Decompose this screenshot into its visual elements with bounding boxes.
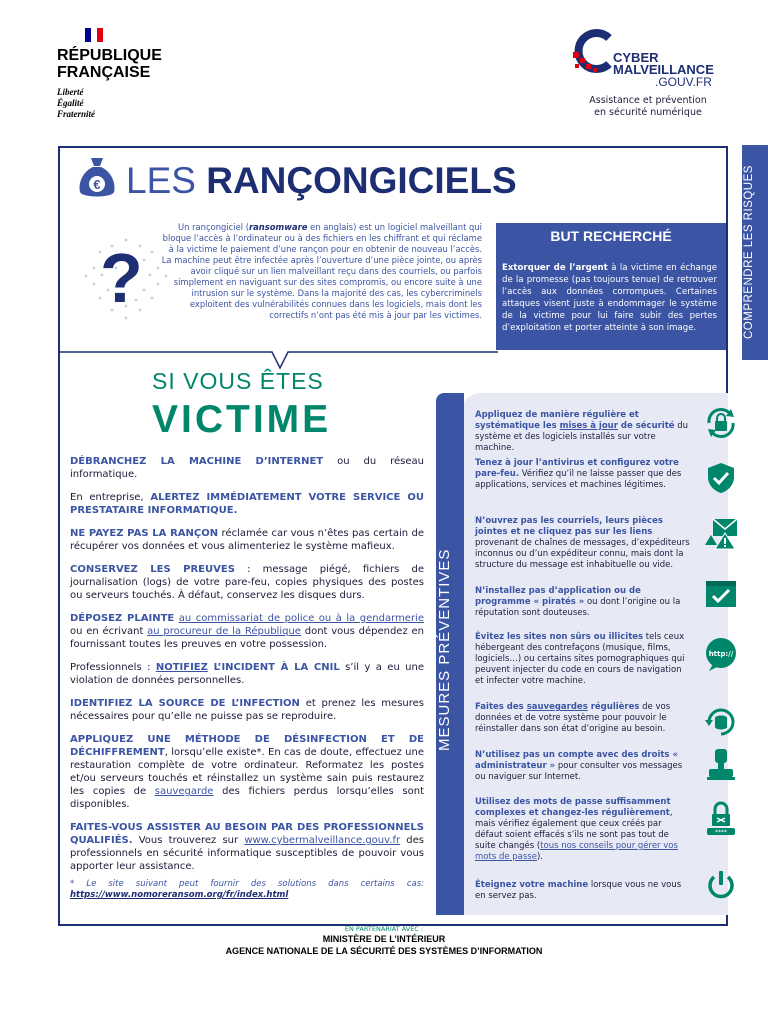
step-bold: ALERTEZ IMMÉDIATEMENT VOTRE SERVICE OU PRESTATAIRE INFORMATIQUE. [70, 492, 424, 516]
prev-bold: Tenez à jour l’antivirus et configurez votre pare-feu. [475, 458, 679, 479]
preventive-item [475, 797, 690, 863]
rf-name-line1: RÉPUBLIQUE [57, 47, 162, 64]
link-mots-de-passe[interactable]: tous nos conseils pour gérer vos mots de passe [475, 841, 678, 862]
prev-bold: N’utilisez pas un compte avec des droits « administrateur » [475, 750, 678, 771]
link-procureur[interactable]: au procureur de la République [147, 626, 301, 637]
step-bold: L’INCIDENT À LA CNIL [207, 662, 340, 673]
step-text: réclamée car vous n’êtes pas certain de récupérer vos données et vous alimenteriez le système mafieux. [70, 528, 424, 552]
link-commissariat[interactable]: au commissariat de police ou à la gendarmerie [178, 613, 424, 624]
password-lock-icon [703, 800, 739, 836]
cybermalveillance-logo-icon [571, 28, 617, 74]
preventive-item [475, 632, 690, 687]
link-nomoreransom[interactable]: https://www.nomoreransom.org/fr/index.html [70, 890, 289, 900]
prev-text: pour consulter vos messages ou naviguer sur Internet. [475, 761, 683, 782]
goal-text [502, 262, 717, 334]
rf-name-line2: FRANÇAISE [57, 64, 151, 81]
step-bold: IDENTIFIEZ LA SOURCE DE L’INFECTION [70, 698, 300, 709]
link-sauvegarde[interactable]: sauvegarde [154, 786, 214, 797]
step-text: et prenez les mesures nécessaires pour qu’elle ne puisse pas se reproduire. [70, 698, 424, 722]
step-bold: DÉPOSEZ PLAINTE [70, 613, 175, 624]
goal-title: BUT RECHERCHÉ [550, 228, 672, 244]
prev-bold: Utilisez des mots de passe suffisamment complexes et changez-les régulièrement [475, 797, 671, 818]
prev-bold: N’installez pas d’application ou de programme « piratés » [475, 586, 641, 607]
marianne-flag [85, 27, 103, 41]
partner-block [0, 925, 768, 957]
user-icon [703, 746, 739, 782]
step-item [70, 821, 424, 873]
victim-heading-line1: SI VOUS ÊTES [152, 368, 324, 394]
link-mises-a-jour[interactable]: mises à jour [559, 421, 618, 431]
prev-text: tels ceux hébergeant des contrefaçons (musique, films, logiciels…) ou certains sites pornographiques qui peuvent injecter du code en cours de navigation et infecter votre machine. [475, 632, 685, 686]
shield-check-icon [703, 460, 739, 496]
cybermalveillance-tagline [578, 95, 718, 119]
side-label: COMPRENDRE LES RISQUES [743, 165, 755, 339]
step-item [70, 697, 424, 723]
partner-anssi: AGENCE NATIONALE DE LA SÉCURITÉ DES SYSTÈMES D’INFORMATION [225, 946, 543, 956]
republique-francaise-logo [57, 47, 162, 81]
intro-part2: en anglais) est un logiciel malveillant qui bloque l’accès à l’ordinateur ou à des fichiers en les chiffrant et qui réclame à la victime le paiement d’une rançon pour en obtenir de nouveau l’accès. La machine peut être infectée après l’ouverture d’une pièce jointe, ou après avoir cliqué sur un lien malveillant reçu dans des courriels, ou parfois simplement en naviguant sur des sites compromis, ou encore suite à une intrusion sur le système. Dans la majorité des cas, les cybercriminels exploitent des vulnérabilités connues dans les logiciels, mais dont les correctifs n’ont pas été mis à jour par les victimes. [161, 222, 482, 320]
step-text: des fichiers perdus lorsqu’elles sont disponibles. [70, 786, 425, 810]
step-item [70, 661, 424, 687]
prev-bold: Évitez les sites non sûrs ou illicites [475, 632, 644, 642]
svg-text:€: € [93, 177, 101, 192]
step-item [70, 491, 424, 517]
lock-refresh-icon [703, 405, 739, 441]
step-text: ou du réseau informatique. [70, 456, 424, 480]
prev-text: Vérifiez qu’il ne laisse passer que des applications, services et machines légitimes. [475, 469, 682, 490]
cm-name-line3: .GOUV.FR [655, 75, 712, 89]
step-bold: CONSERVEZ LES PREUVES [70, 564, 235, 575]
page-title [126, 159, 517, 203]
step-text: ou en écrivant [70, 626, 148, 637]
title-main: RANÇONGICIELS [206, 160, 517, 201]
email-warning-icon [703, 515, 739, 551]
prev-bold: de sécurité [617, 421, 675, 431]
rf-motto [57, 87, 95, 120]
prev-bold: régulières [587, 702, 640, 712]
partner-label: EN PARTENARIAT AVEC : [344, 925, 424, 933]
victim-heading-line2: VICTIME [152, 398, 332, 441]
preventive-item [475, 750, 690, 783]
intro-text [160, 222, 482, 321]
motto-liberte: Liberté [57, 87, 84, 97]
step-item [70, 733, 424, 811]
prev-bold: N’ouvrez pas les courriels, leurs pièces jointes et ne cliquez pas sur les liens [475, 516, 663, 537]
prev-text: du système et des logiciels installés sur votre machine. [475, 421, 689, 453]
step-item [70, 527, 424, 553]
svg-text:****: **** [715, 829, 727, 836]
prev-text: ). [536, 852, 543, 862]
cm-tag-line2: en sécurité numérique [594, 107, 702, 118]
partner-ministere: MINISTÈRE DE L’INTÉRIEUR [322, 934, 446, 944]
cm-name-line2: MALVEILLANCE [613, 62, 714, 77]
preventive-item [475, 702, 690, 735]
footnote-text: * Le site suivant peut fournir des solutions dans certains cas: [70, 879, 424, 889]
question-mark-icon: ? [100, 239, 143, 317]
step-bold: DÉBRANCHEZ LA MACHINE D’INTERNET [70, 456, 324, 467]
step-bold: APPLIQUEZ UNE MÉTHODE DE DÉSINFECTION ET DE DÉCHIFFREMENT [70, 734, 424, 758]
step-item [70, 455, 424, 481]
prev-bold: Éteignez votre machine [475, 880, 589, 890]
download-check-icon [703, 576, 739, 612]
preventive-label: MESURES PRÉVENTIVES [436, 548, 453, 752]
footnote [70, 879, 424, 901]
motto-egalite: Égalité [57, 98, 84, 108]
intro-emphasis: ransomware [249, 222, 308, 232]
preventive-item [475, 458, 690, 491]
step-text: dont vous dépendez en fournissant toutes les preuves en votre possession. [70, 626, 424, 650]
step-text: Professionnels : [70, 662, 156, 673]
step-text: Vous trouverez sur [132, 835, 245, 846]
step-text: : message piégé, fichiers de journalisation (logs) de votre pare-feu, copies physiques des postes ou serveurs touchés. À défaut, conservez les disques durs. [70, 564, 424, 601]
power-icon [703, 868, 739, 904]
motto-fraternite: Fraternité [57, 109, 96, 119]
goal-bold: Extorquer de l’argent [502, 263, 608, 273]
prev-bold: Appliquez de manière régulière et systématique les [475, 410, 639, 431]
step-item [70, 612, 424, 651]
cm-tag-line1: Assistance et prévention [589, 95, 707, 106]
prev-text: , mais vérifiez également que ceux créés par défaut soient effacés s’ils ne sont pas tout de suite changés ( [475, 808, 673, 851]
step-text: En entreprise, [70, 492, 151, 503]
preventive-item [475, 516, 690, 571]
step-text: s’il y a eu une violation de données personnelles. [70, 662, 425, 686]
http-bubble-icon [703, 636, 739, 672]
step-text: des professionnels en sécurité informatique susceptibles de pouvoir vous apporter leur assistance. [70, 835, 424, 872]
prev-text: de vos données et de votre système pour pouvoir le réinstaller dans son état d’origine au besoin. [475, 702, 671, 734]
prev-text: lorsque vous ne vous en servez pas. [475, 880, 682, 901]
step-bold: NE PAYEZ PAS LA RANÇON [70, 528, 219, 539]
cybermalveillance-name [613, 52, 714, 88]
step-text: , lorsqu’elle existe*. En cas de doute, effectuez une restauration complète de votre ordinateur. Reformatez les postes et/ou serveurs touchés et réinstallez un système sain puis restaurez les copies de [70, 747, 424, 797]
intro-part1: Un rançongiciel ( [177, 222, 249, 232]
preventive-item [475, 586, 690, 619]
prev-text: provenant de chaînes de messages, d’expéditeurs inconnus ou d’un expéditeur connu, mais dont la structure du message est inhabituelle ou vide. [475, 538, 690, 570]
link-cybermalveillance[interactable]: www.cybermalveillance.gouv.fr [244, 835, 401, 846]
preventive-item [475, 880, 690, 902]
link-sauvegardes[interactable]: sauvegardes [526, 702, 588, 712]
prev-text: ou dont l’origine ou la réputation sont douteuses. [475, 597, 681, 618]
title-prefix: LES [126, 160, 196, 201]
step-item [70, 563, 424, 602]
prev-bold: Faites des [475, 702, 527, 712]
backup-icon [703, 704, 739, 740]
victim-steps [70, 455, 424, 883]
svg-text:http://: http:// [708, 650, 734, 658]
cm-name-line1: CYBER [613, 50, 659, 65]
money-bag-icon [78, 156, 116, 200]
goal-body: à la victime en échange de la promesse (pas toujours tenue) de retrouver l’accès aux données corrompues. Certaines attaques visent juste à endommager le système de la victime pour lui faire subir des pertes d’exploitation et porter atteinte à son image. [502, 263, 718, 333]
preventive-item [475, 410, 690, 454]
link-cnil-notify[interactable]: NOTIFIEZ [155, 662, 208, 673]
step-bold: FAITES-VOUS ASSISTER AU BESOIN PAR DES PROFESSIONNELS QUALIFIÉS. [70, 822, 424, 846]
